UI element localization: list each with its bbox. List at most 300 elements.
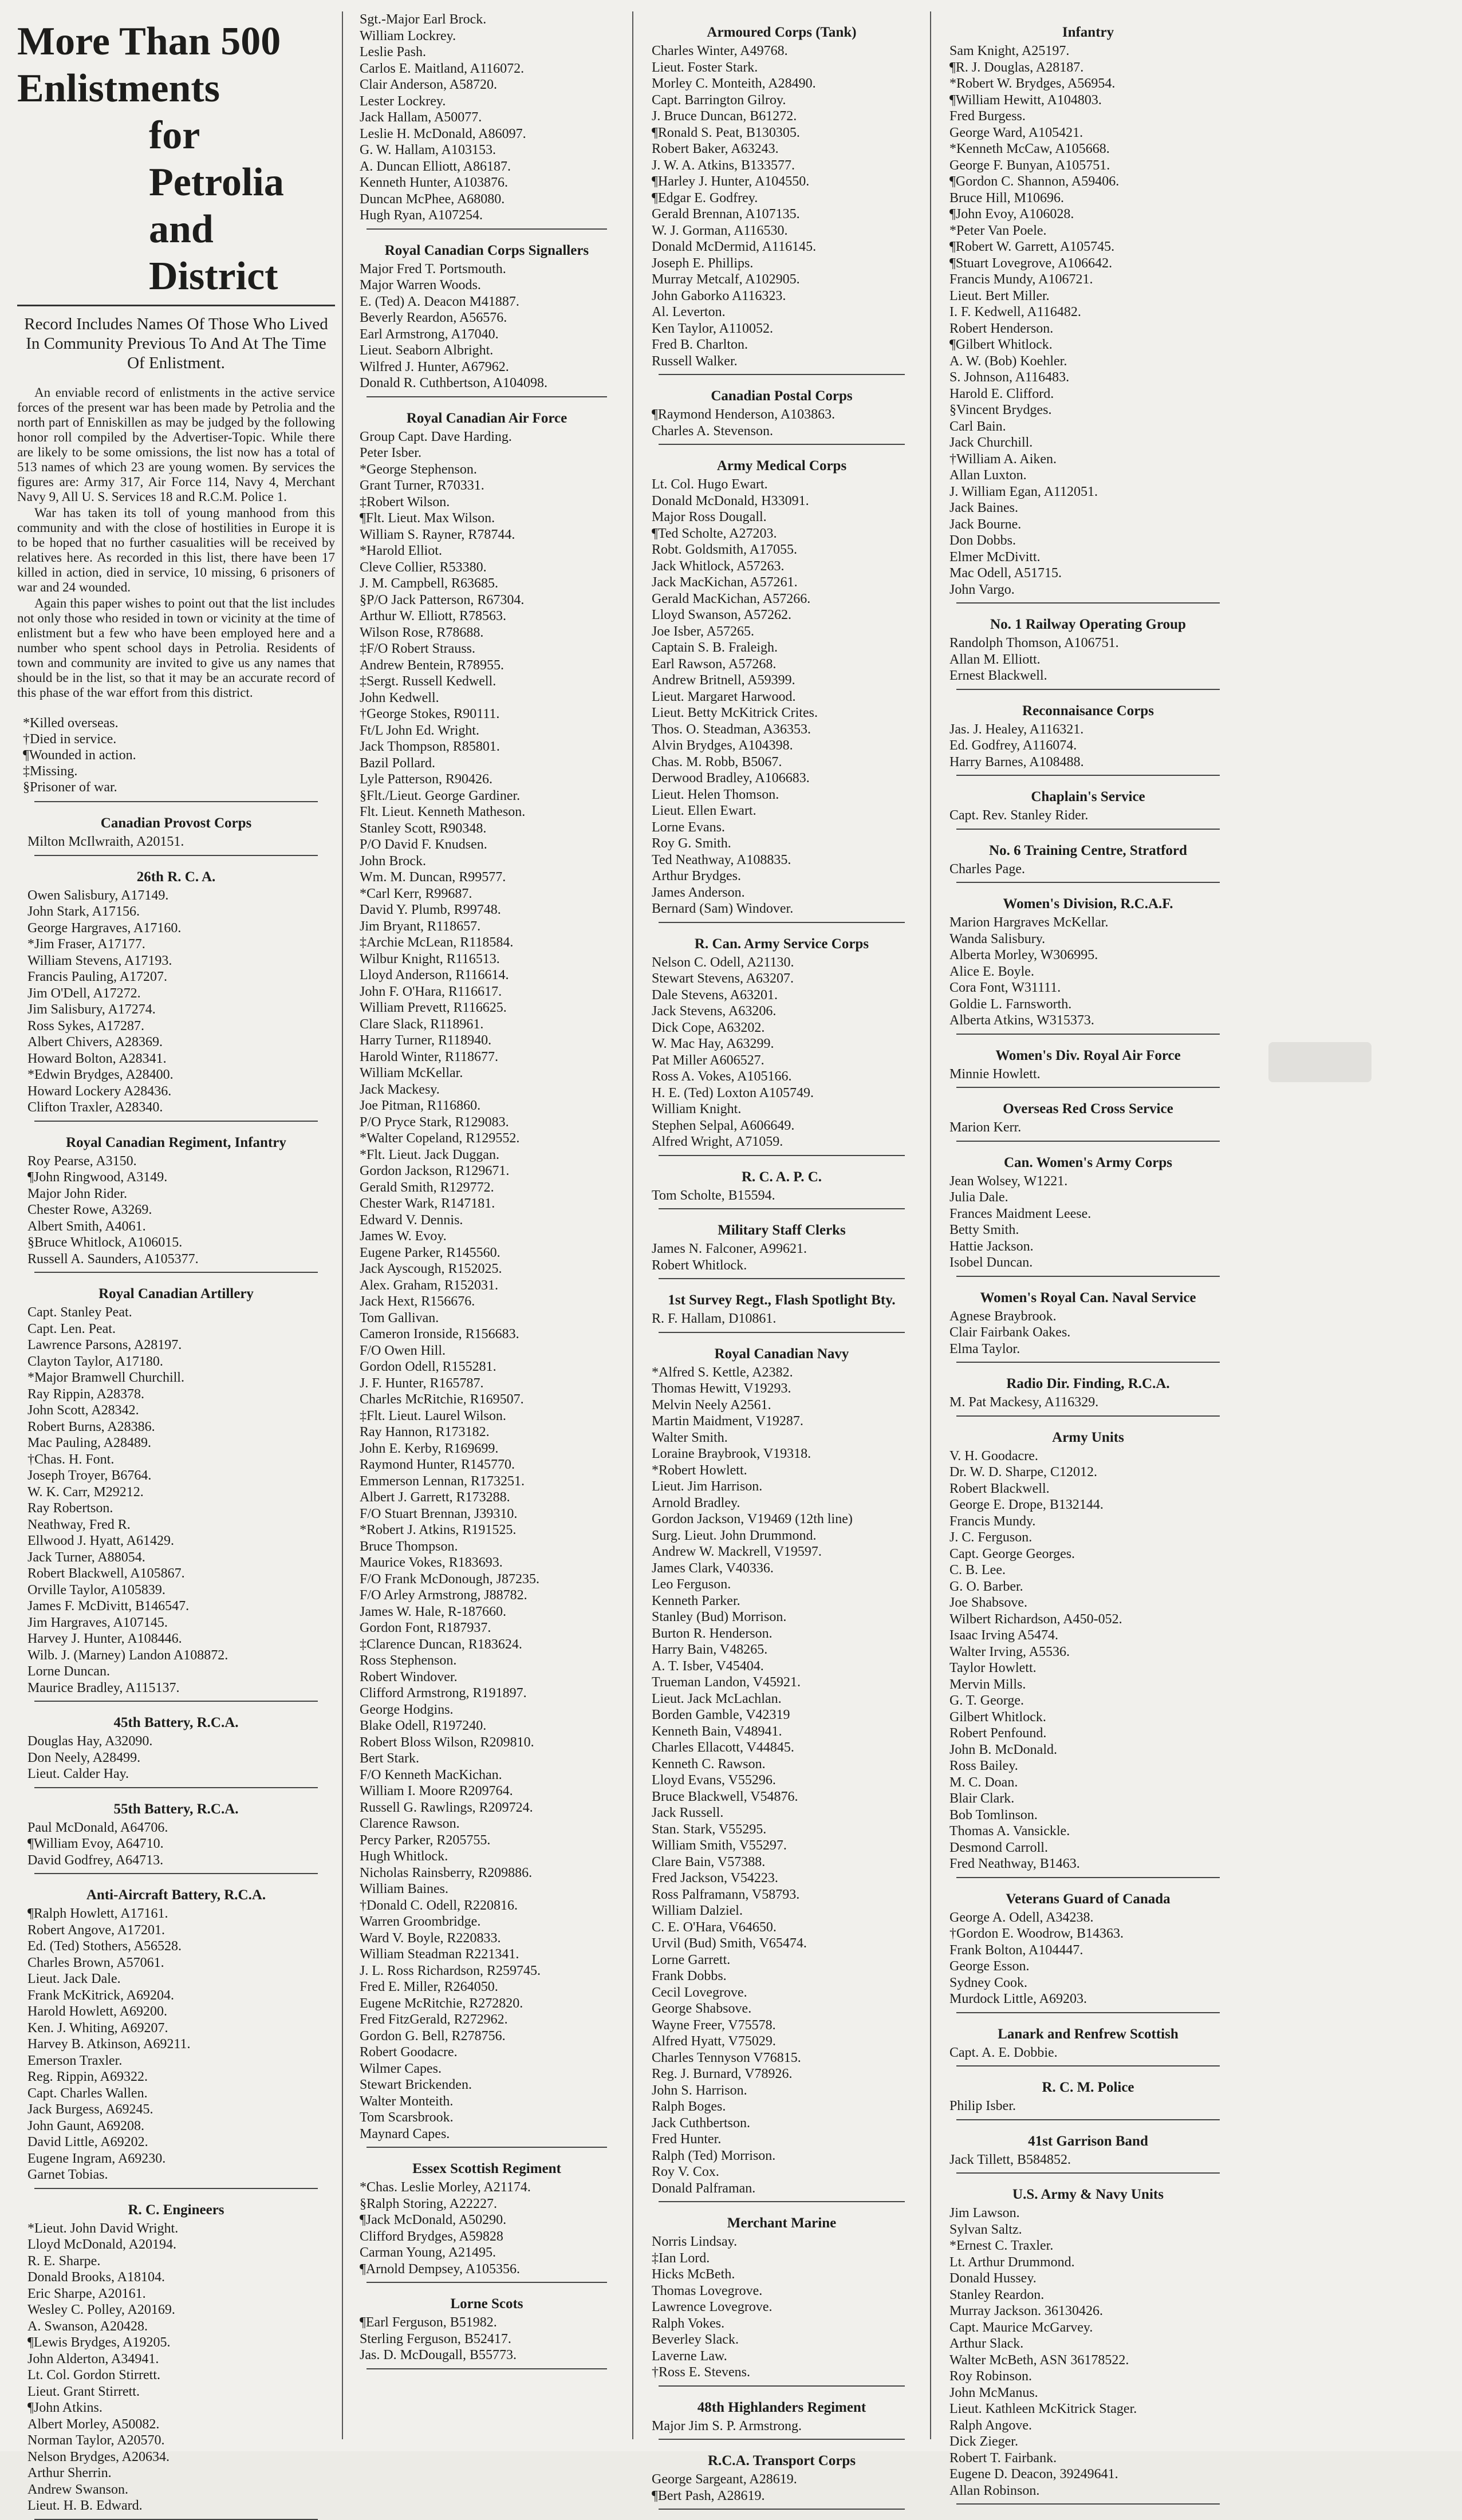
enlistee-entry: ¶Bert Pash, A28619. bbox=[652, 2488, 765, 2503]
enlistee-entry: Ralph Angove. bbox=[949, 2418, 1032, 2433]
enlistee-entry: Lorne Evans. bbox=[652, 819, 725, 835]
enlistee-entry: Allan Luxton. bbox=[949, 468, 1027, 483]
enlistee-entry: *Harold Elliot. bbox=[360, 543, 442, 558]
enlistee-entry: A. W. (Bob) Koehler. bbox=[949, 353, 1067, 369]
enlistee-entry: J. William Egan, A112051. bbox=[949, 484, 1098, 499]
enlistee-entry: ¶John Ringwood, A3149. bbox=[27, 1170, 168, 1185]
enlistee-entry: Eugene Ingram, A69230. bbox=[27, 2151, 166, 2166]
enlistee-entry: Cleve Collier, R53380. bbox=[360, 559, 487, 575]
section-title: R. C. M. Police bbox=[1042, 2080, 1134, 2095]
section-title: Army Medical Corps bbox=[716, 458, 847, 474]
column-4-sections bbox=[939, 24, 1237, 2505]
enlistee-entry: Norris Lindsay. bbox=[652, 2234, 738, 2249]
enlistee-entry: M. C. Doan. bbox=[949, 1774, 1018, 1790]
enlistee-entry: Philip Isber. bbox=[949, 2099, 1016, 2113]
enlistee-entry: E. (Ted) A. Deacon M41887. bbox=[360, 294, 519, 309]
enlistee-entry: †William A. Aiken. bbox=[949, 451, 1057, 467]
legend-item: §Prisoner of war. bbox=[23, 780, 117, 795]
enlistee-entry: Major John Rider. bbox=[27, 1186, 127, 1201]
enlistee-entry: Reg. J. Burnard, V78926. bbox=[652, 2067, 793, 2081]
enlistee-entry: Clair Fairbank Oakes. bbox=[949, 1325, 1071, 1340]
enlistee-entry: Orville Taylor, A105839. bbox=[27, 1582, 165, 1598]
enlistee-entry: Edward V. Dennis. bbox=[360, 1212, 463, 1228]
enlistee-entry: Lieut. Betty McKitrick Crites. bbox=[652, 705, 818, 720]
enlistee-entry: Andrew Swanson. bbox=[27, 2482, 128, 2497]
divider bbox=[34, 1873, 318, 1874]
divider bbox=[34, 2519, 318, 2520]
divider bbox=[34, 855, 318, 856]
enlistee-entry: Harold E. Clifford. bbox=[949, 386, 1054, 401]
enlistee-entry: Ken Taylor, A110052. bbox=[652, 321, 774, 336]
enlistee-entry: John F. O'Hara, R116617. bbox=[360, 984, 502, 999]
enlistee-entry: Charles Ellacott, V44845. bbox=[652, 1740, 794, 1755]
enlistee-entry: Harry Bain, V48265. bbox=[652, 1642, 768, 1657]
enlistee-entry: Stan. Stark, V55295. bbox=[652, 1821, 767, 1837]
name-list bbox=[939, 2205, 1237, 2499]
section-title: Women's Division, R.C.A.F. bbox=[1003, 896, 1173, 912]
name-list bbox=[349, 261, 624, 392]
enlistee-entry: Capt. Barrington Gilroy. bbox=[652, 92, 786, 108]
enlistee-entry: ¶Arnold Dempsey, A105356. bbox=[360, 2261, 520, 2277]
enlistee-entry: ¶Ralph Howlett, A17161. bbox=[27, 1906, 168, 1921]
enlistee-entry: Captain S. B. Fraleigh. bbox=[652, 640, 778, 655]
enlistee-entry: F/O Kenneth MacKichan. bbox=[360, 1767, 502, 1782]
divider bbox=[956, 2119, 1220, 2120]
enlistee-entry: Tom Scarsbrook. bbox=[360, 2110, 454, 2125]
section-title: Royal Canadian Regiment, Infantry bbox=[66, 1134, 286, 1150]
column-3-sections bbox=[641, 24, 922, 2510]
section-title: Royal Canadian Navy bbox=[714, 1346, 849, 1362]
enlistee-entry: Clifford Brydges, A59828 bbox=[360, 2229, 503, 2244]
enlistee-entry: Ernest Blackwell. bbox=[949, 668, 1047, 683]
enlistee-entry: Murray Metcalf, A102905. bbox=[652, 272, 800, 287]
enlistee-entry: Ed. (Ted) Stothers, A56528. bbox=[27, 1939, 182, 1954]
enlistee-entry: Clifford Armstrong, R191897. bbox=[360, 1686, 527, 1701]
enlistee-entry: Eugene D. Deacon, 39249641. bbox=[949, 2467, 1118, 2482]
enlistee-entry: Walter McBeth, ASN 36178522. bbox=[949, 2352, 1129, 2368]
enlistee-entry: Elma Taylor. bbox=[949, 1341, 1020, 1356]
enlistee-entry: Cecil Lovegrove. bbox=[652, 1985, 747, 2000]
section-title: Armoured Corps (Tank) bbox=[707, 25, 857, 40]
enlistee-entry: Flt. Lieut. Kenneth Matheson. bbox=[360, 804, 526, 819]
enlistee-entry: R. E. Sharpe. bbox=[27, 2253, 101, 2269]
name-list bbox=[17, 834, 335, 850]
enlistee-entry: Major Jim S. P. Armstrong. bbox=[652, 2418, 802, 2434]
enlistee-entry: Earl Rawson, A57268. bbox=[652, 656, 777, 672]
enlistee-entry: ‡Robert Wilson. bbox=[360, 494, 450, 510]
section-title: Canadian Postal Corps bbox=[711, 388, 853, 404]
enlistee-entry: Minnie Howlett. bbox=[949, 1066, 1041, 1082]
enlistee-entry: William McKellar. bbox=[360, 1066, 463, 1080]
enlistee-entry: Capt. Rev. Stanley Rider. bbox=[949, 808, 1089, 823]
enlistee-entry: Lieut. H. B. Edward. bbox=[27, 2498, 143, 2513]
divider bbox=[367, 2368, 607, 2369]
enlistee-entry: Milton McIlwraith, A20151. bbox=[27, 834, 184, 849]
divider bbox=[956, 689, 1220, 690]
enlistee-entry: Don Dobbs. bbox=[949, 533, 1016, 548]
enlistee-entry: Trueman Landon, V45921. bbox=[652, 1675, 801, 1690]
enlistee-entry: Francis Mundy, A106721. bbox=[949, 272, 1093, 287]
enlistee-entry: C. B. Lee. bbox=[949, 1563, 1006, 1578]
enlistee-entry: Emmerson Lennan, R173251. bbox=[360, 1473, 525, 1489]
enlistee-entry: Nicholas Rainsberry, R209886. bbox=[360, 1865, 533, 1880]
name-list bbox=[641, 2418, 922, 2435]
enlistee-entry: Donald Palframan. bbox=[652, 2180, 756, 2196]
enlistee-entry: Jim Salisbury, A17274. bbox=[27, 1002, 156, 1017]
enlistee-entry: Kenneth Bain, V48941. bbox=[652, 1724, 782, 1739]
enlistee-entry: ‡F/O Robert Strauss. bbox=[360, 641, 476, 656]
name-list bbox=[641, 1364, 922, 2197]
enlistee-entry: Grant Turner, R70331. bbox=[360, 478, 484, 493]
enlistee-entry: Paul McDonald, A64706. bbox=[27, 1820, 168, 1835]
divider bbox=[34, 2188, 318, 2189]
column-2-sections bbox=[349, 11, 624, 2369]
name-list bbox=[939, 1173, 1237, 1271]
divider bbox=[367, 396, 607, 397]
enlistee-entry: Ed. Godfrey, A116074. bbox=[949, 738, 1077, 753]
enlistee-entry: Eric Sharpe, A20161. bbox=[27, 2286, 146, 2301]
divider bbox=[34, 1121, 318, 1122]
enlistee-entry: Derwood Bradley, A106683. bbox=[652, 771, 810, 786]
name-list bbox=[939, 1448, 1237, 1872]
divider bbox=[659, 2385, 905, 2387]
enlistee-entry: *Robert Howlett. bbox=[652, 1462, 747, 1478]
enlistee-entry: Bob Tomlinson. bbox=[949, 1807, 1038, 1823]
enlistee-entry: Ray Hannon, R173182. bbox=[360, 1425, 490, 1440]
enlistee-entry: George Hargraves, A17160. bbox=[27, 920, 182, 936]
enlistee-entry: Sydney Cook. bbox=[949, 1975, 1028, 1990]
enlistee-entry: R. F. Hallam, D10861. bbox=[652, 1311, 777, 1326]
enlistee-entry: Robert Windover. bbox=[360, 1669, 458, 1685]
section-title: Military Staff Clerks bbox=[718, 1222, 846, 1238]
enlistee-entry: Goldie L. Farnsworth. bbox=[949, 996, 1072, 1012]
section-title: R. C. A. P. C. bbox=[741, 1169, 822, 1185]
enlistee-entry: Agnese Braybrook. bbox=[949, 1308, 1057, 1324]
enlistee-entry: Clayton Taylor, A17180. bbox=[27, 1354, 163, 1369]
section-title: U.S. Army & Navy Units bbox=[1012, 2187, 1164, 2202]
enlistee-entry: Harvey B. Atkinson, A69211. bbox=[27, 2037, 191, 2052]
legend-item: †Died in service. bbox=[23, 732, 117, 747]
enlistee-entry: Lawrence Parsons, A28197. bbox=[27, 1338, 182, 1352]
enlistee-entry: Frank McKitrick, A69204. bbox=[27, 1987, 174, 2003]
enlistee-entry: Albert J. Garrett, R173288. bbox=[360, 1490, 510, 1505]
enlistee-entry: Randolph Thomson, A106751. bbox=[949, 636, 1119, 650]
divider bbox=[659, 1332, 905, 1333]
enlistee-entry: Betty Smith. bbox=[949, 1222, 1019, 1237]
name-list bbox=[641, 2471, 922, 2504]
enlistee-entry: Cameron Ironside, R156683. bbox=[360, 1327, 519, 1342]
enlistee-entry: Mervin Mills. bbox=[949, 1677, 1026, 1692]
divider bbox=[659, 374, 905, 375]
divider bbox=[956, 2065, 1220, 2067]
enlistee-entry: Fred Neathway, B1463. bbox=[949, 1856, 1080, 1871]
headline bbox=[17, 18, 335, 300]
enlistee-entry: John Brock. bbox=[360, 853, 426, 869]
enlistee-entry: John Stark, A17156. bbox=[27, 904, 140, 919]
enlistee-entry: *Chas. Leslie Morley, A21174. bbox=[360, 2180, 531, 2195]
enlistee-entry: Lt. Col. Hugo Ewart. bbox=[652, 477, 768, 492]
enlistee-entry: Jim O'Dell, A17272. bbox=[27, 985, 141, 1001]
enlistee-entry: Wilmer Capes. bbox=[360, 2061, 442, 2076]
enlistee-entry: Wanda Salisbury. bbox=[949, 931, 1046, 947]
enlistee-entry: Lieut. Grant Stirrett. bbox=[27, 2384, 140, 2399]
enlistee-entry: Joseph E. Phillips. bbox=[652, 255, 754, 271]
enlistee-entry: Lieut. Jim Harrison. bbox=[652, 1479, 763, 1494]
enlistee-entry: ¶John Atkins. bbox=[27, 2400, 103, 2415]
name-list bbox=[641, 2234, 922, 2381]
enlistee-entry: Robert Blackwell, A105867. bbox=[27, 1566, 185, 1581]
enlistee-entry: Alfred Hyatt, V75029. bbox=[652, 2034, 776, 2049]
enlistee-entry: †George Stokes, R90111. bbox=[360, 707, 500, 721]
enlistee-entry: Donald McDonald, H33091. bbox=[652, 493, 809, 508]
divider bbox=[956, 1415, 1220, 1417]
enlistee-entry: John Gaborko A116323. bbox=[652, 288, 786, 303]
enlistee-entry: Bruce Thompson. bbox=[360, 1539, 458, 1554]
column-2 bbox=[344, 11, 630, 2439]
enlistee-entry: Joe Pitman, R116860. bbox=[360, 1098, 481, 1113]
section-title: 1st Survey Regt., Flash Spotlight Bty. bbox=[668, 1292, 896, 1308]
enlistee-entry: James W. Evoy. bbox=[360, 1229, 447, 1244]
enlistee-entry: F/O Frank McDonough, J87235. bbox=[360, 1571, 540, 1587]
name-list bbox=[17, 1304, 335, 1696]
enlistee-entry: Robert T. Fairbank. bbox=[949, 2450, 1057, 2466]
section-title: Royal Canadian Corps Signallers bbox=[384, 242, 589, 258]
enlistee-entry: Harvey J. Hunter, A108446. bbox=[27, 1631, 182, 1646]
enlistee-entry: W. Mac Hay, A63299. bbox=[652, 1036, 774, 1051]
column-4 bbox=[933, 11, 1243, 2498]
enlistee-entry: Arthur Sherrin. bbox=[27, 2466, 112, 2480]
enlistee-entry: Peter Isber. bbox=[360, 445, 421, 460]
enlistee-entry: Roy Pearse, A3150. bbox=[27, 1153, 137, 1169]
enlistee-entry: Andrew W. Mackrell, V19597. bbox=[652, 1544, 822, 1559]
enlistee-entry: Fred FitzGerald, R272962. bbox=[360, 2012, 508, 2027]
enlistee-entry: Wesley C. Polley, A20169. bbox=[27, 2302, 175, 2317]
symbol-legend bbox=[23, 715, 335, 795]
enlistee-entry: Charles Page. bbox=[949, 861, 1025, 877]
column-divider bbox=[930, 11, 931, 2439]
divider bbox=[659, 1155, 905, 1156]
enlistee-entry: F/O Arley Armstrong, J88782. bbox=[360, 1588, 527, 1603]
enlistee-entry: Lieut. Bert Miller. bbox=[949, 288, 1050, 303]
divider bbox=[956, 882, 1220, 883]
enlistee-entry: John McManus. bbox=[949, 2385, 1038, 2400]
enlistee-entry: William I. Moore R209764. bbox=[360, 1784, 513, 1799]
enlistee-entry: Jack Ayscough, R152025. bbox=[360, 1261, 502, 1276]
enlistee-entry: Lloyd Evans, V55296. bbox=[652, 1773, 776, 1788]
enlistee-entry: Lester Lockrey. bbox=[360, 93, 446, 109]
enlistee-entry: P/O Pryce Stark, R129083. bbox=[360, 1114, 509, 1130]
enlistee-entry: Clifton Traxler, A28340. bbox=[27, 1100, 163, 1115]
enlistee-entry: ¶Gordon C. Shannon, A59406. bbox=[949, 174, 1120, 189]
enlistee-entry: Ralph (Ted) Morrison. bbox=[652, 2148, 776, 2163]
enlistee-entry: Wilb. J. (Marney) Landon A108872. bbox=[27, 1647, 228, 1663]
enlistee-entry: Duncan McPhee, A68080. bbox=[360, 191, 505, 207]
enlistee-entry: Roy V. Cox. bbox=[652, 2164, 719, 2179]
enlistee-entry: William Lockrey. bbox=[360, 28, 456, 44]
section-title: Veterans Guard of Canada bbox=[1006, 1891, 1171, 1907]
enlistee-entry: Carman Young, A21495. bbox=[360, 2245, 496, 2260]
enlistee-entry: Jack Turner, A88054. bbox=[27, 1549, 145, 1565]
enlistee-entry: Robert Burns, A28386. bbox=[27, 1419, 155, 1434]
enlistee-entry: ¶Raymond Henderson, A103863. bbox=[652, 407, 836, 422]
enlistee-entry: John S. Harrison. bbox=[652, 2083, 747, 2098]
enlistee-entry: Joseph Troyer, B6764. bbox=[27, 1468, 152, 1483]
enlistee-entry: Robert Goodacre. bbox=[360, 2045, 458, 2060]
enlistee-entry: Robert Henderson. bbox=[949, 321, 1054, 336]
divider bbox=[659, 444, 905, 445]
enlistee-entry: Maurice Vokes, R183693. bbox=[360, 1555, 503, 1570]
enlistee-entry: Lloyd Anderson, R116614. bbox=[360, 968, 509, 983]
legend-item: *Killed overseas. bbox=[23, 716, 119, 731]
name-list bbox=[641, 1311, 922, 1327]
column-divider bbox=[342, 11, 343, 2439]
divider bbox=[659, 2439, 905, 2440]
enlistee-entry: I. F. Kedwell, A116482. bbox=[949, 305, 1081, 320]
enlistee-entry: Russell G. Rawlings, R209724. bbox=[360, 1800, 533, 1815]
enlistee-entry: Capt. A. E. Dobbie. bbox=[949, 2045, 1058, 2060]
enlistee-entry: Gordon G. Bell, R278756. bbox=[360, 2028, 506, 2044]
enlistee-entry: Ft/L John Ed. Wright. bbox=[360, 723, 480, 738]
enlistee-entry: Wm. M. Duncan, R99577. bbox=[360, 870, 506, 885]
name-list bbox=[17, 1820, 335, 1869]
section-title: Essex Scottish Regiment bbox=[412, 2161, 561, 2176]
legend-item: ¶Wounded in action. bbox=[23, 748, 136, 763]
enlistee-entry: †Chas. H. Font. bbox=[27, 1452, 115, 1467]
enlistee-entry: George E. Drope, B132144. bbox=[949, 1497, 1104, 1512]
section-title: Royal Canadian Air Force bbox=[406, 410, 568, 426]
enlistee-entry: *George Stephenson. bbox=[360, 462, 477, 477]
enlistee-entry: Charles Tennyson V76815. bbox=[652, 2050, 801, 2065]
enlistee-entry: §Bruce Whitlock, A106015. bbox=[27, 1235, 183, 1250]
enlistee-entry: Urvil (Bud) Smith, V65474. bbox=[652, 1936, 807, 1951]
enlistee-entry: A. Duncan Elliott, A86187. bbox=[360, 159, 511, 174]
enlistee-entry: Arthur Slack. bbox=[949, 2336, 1024, 2351]
enlistee-entry: Leo Ferguson. bbox=[652, 1577, 731, 1592]
enlistee-entry: James Clark, V40336. bbox=[652, 1560, 774, 1576]
enlistee-entry: Lieut. Foster Stark. bbox=[652, 60, 758, 75]
enlistee-entry: John Kedwell. bbox=[360, 690, 439, 705]
headline-line-2: for Petrolia and District bbox=[149, 113, 284, 298]
enlistee-entry: Andrew Britnell, A59399. bbox=[652, 673, 795, 688]
subheadline: Record Includes Names Of Those Who Lived In Community Previous To And At The Time Of Enlistment. bbox=[17, 305, 335, 373]
enlistee-entry: William S. Rayner, R78744. bbox=[360, 527, 515, 542]
enlistee-entry: George Hodgins. bbox=[360, 1702, 454, 1717]
name-list bbox=[939, 1394, 1237, 1411]
enlistee-entry: George A. Odell, A34238. bbox=[949, 1910, 1094, 1925]
enlistee-entry: Jack Russell. bbox=[652, 1805, 724, 1820]
enlistee-entry: ‡Archie McLean, R118584. bbox=[360, 935, 514, 950]
enlistee-entry: Reg. Rippin, A69322. bbox=[27, 2069, 148, 2084]
enlistee-entry: G. W. Hallam, A103153. bbox=[360, 143, 496, 157]
name-list bbox=[349, 11, 624, 224]
enlistee-entry: Gilbert Whitlock. bbox=[949, 1709, 1046, 1725]
enlistee-entry: Douglas Hay, A32090. bbox=[27, 1734, 153, 1749]
enlistee-entry: Harold Winter, R118677. bbox=[360, 1049, 499, 1064]
enlistee-entry: ‡Ian Lord. bbox=[652, 2250, 710, 2266]
enlistee-entry: C. E. O'Hara, V64650. bbox=[652, 1919, 777, 1935]
enlistee-entry: Fred B. Charlton. bbox=[652, 337, 748, 352]
enlistee-entry: Robert Penfound. bbox=[949, 1726, 1047, 1741]
divider bbox=[659, 1208, 905, 1209]
enlistee-entry: Major Ross Dougall. bbox=[652, 510, 767, 524]
enlistee-entry: Ross Bailey. bbox=[949, 1758, 1018, 1773]
enlistee-entry: Albert Chivers, A28369. bbox=[27, 1035, 163, 1050]
enlistee-entry: John E. Kerby, R169699. bbox=[360, 1441, 499, 1456]
enlistee-entry: V. H. Goodacre. bbox=[949, 1448, 1038, 1464]
enlistee-entry: Frank Bolton, A104447. bbox=[949, 1942, 1083, 1958]
enlistee-entry: Blair Clark. bbox=[949, 1791, 1015, 1806]
enlistee-entry: *Lieut. John David Wright. bbox=[27, 2221, 179, 2236]
enlistee-entry: James F. McDivitt, B146547. bbox=[27, 1599, 190, 1614]
divider bbox=[956, 1362, 1220, 1363]
enlistee-entry: Lieut. Margaret Harwood. bbox=[652, 689, 796, 704]
enlistee-entry: *Robert W. Brydges, A56954. bbox=[949, 76, 1116, 91]
enlistee-entry: Gerald Brennan, A107135. bbox=[652, 207, 800, 222]
enlistee-entry: Tom Gallivan. bbox=[360, 1310, 439, 1326]
section-title: Women's Royal Can. Naval Service bbox=[980, 1289, 1196, 1306]
enlistee-entry: Roy G. Smith. bbox=[652, 836, 731, 851]
name-list bbox=[641, 476, 922, 917]
enlistee-entry: Dale Stevens, A63201. bbox=[652, 987, 778, 1003]
enlistee-entry: Charles Brown, A57061. bbox=[27, 1955, 164, 1970]
enlistee-entry: Dick Zieger. bbox=[949, 2434, 1018, 2449]
enlistee-entry: George Esson. bbox=[949, 1959, 1030, 1974]
enlistee-entry: ¶R. J. Douglas, A28187. bbox=[949, 60, 1084, 75]
section-title: Canadian Provost Corps bbox=[100, 815, 252, 831]
enlistee-entry: Jean Wolsey, W1221. bbox=[949, 1173, 1068, 1189]
name-list bbox=[939, 861, 1237, 878]
name-list bbox=[939, 1119, 1237, 1136]
enlistee-entry: Eugene McRitchie, R272820. bbox=[360, 1996, 523, 2011]
enlistee-entry: Jack Whitlock, A57263. bbox=[652, 558, 785, 574]
enlistee-entry: Lloyd McDonald, A20194. bbox=[27, 2237, 176, 2252]
enlistee-entry: Harry Barnes, A108488. bbox=[949, 754, 1084, 770]
enlistee-entry: Hattie Jackson. bbox=[949, 1239, 1034, 1254]
enlistee-entry: Frank Dobbs. bbox=[652, 1969, 727, 1983]
enlistee-entry: Lorne Garrett. bbox=[652, 1952, 731, 1967]
enlistee-entry: John Gaunt, A69208. bbox=[27, 2118, 144, 2133]
enlistee-entry: Jim Lawson. bbox=[949, 2206, 1020, 2221]
enlistee-entry: Mac Pauling, A28489. bbox=[27, 1436, 151, 1450]
enlistee-entry: Roy Robinson. bbox=[949, 2369, 1033, 2384]
section-title: Can. Women's Army Corps bbox=[1003, 1154, 1172, 1170]
enlistee-entry: Isaac Irving A5474. bbox=[949, 1628, 1058, 1643]
divider bbox=[956, 2503, 1220, 2505]
enlistee-entry: Norman Taylor, A20570. bbox=[27, 2433, 165, 2448]
enlistee-entry: Gerald MacKichan, A57266. bbox=[652, 591, 811, 606]
enlistee-entry: §Ralph Storing, A22227. bbox=[360, 2196, 498, 2211]
enlistee-entry: ¶Gilbert Whitlock. bbox=[949, 337, 1053, 352]
divider bbox=[956, 602, 1220, 604]
enlistee-entry: Maynard Capes. bbox=[360, 2126, 450, 2142]
enlistee-entry: Blake Odell, R197240. bbox=[360, 1718, 487, 1733]
enlistee-entry: Gordon Jackson, R129671. bbox=[360, 1164, 510, 1178]
enlistee-entry: A. Swanson, A20428. bbox=[27, 2318, 148, 2334]
enlistee-entry: Burton R. Henderson. bbox=[652, 1626, 773, 1641]
section-title: Lanark and Renfrew Scottish bbox=[998, 2026, 1179, 2042]
enlistee-entry: Robert Blackwell. bbox=[949, 1481, 1050, 1496]
enlistee-entry: Stewart Stevens, A63207. bbox=[652, 971, 794, 986]
enlistee-entry: Jack Stevens, A63206. bbox=[652, 1004, 777, 1019]
enlistee-entry: Clair Anderson, A58720. bbox=[360, 77, 497, 92]
enlistee-entry: Taylor Howlett. bbox=[949, 1661, 1037, 1675]
headline-line-1: More Than 500 Enlistments bbox=[17, 19, 281, 111]
enlistee-entry: Sylvan Saltz. bbox=[949, 2222, 1022, 2237]
enlistee-entry: Howard Lockery A28436. bbox=[27, 1083, 172, 1099]
divider bbox=[956, 1141, 1220, 1142]
enlistee-entry: P/O David F. Knudsen. bbox=[360, 837, 487, 852]
enlistee-entry: Walter Monteith. bbox=[360, 2093, 454, 2109]
